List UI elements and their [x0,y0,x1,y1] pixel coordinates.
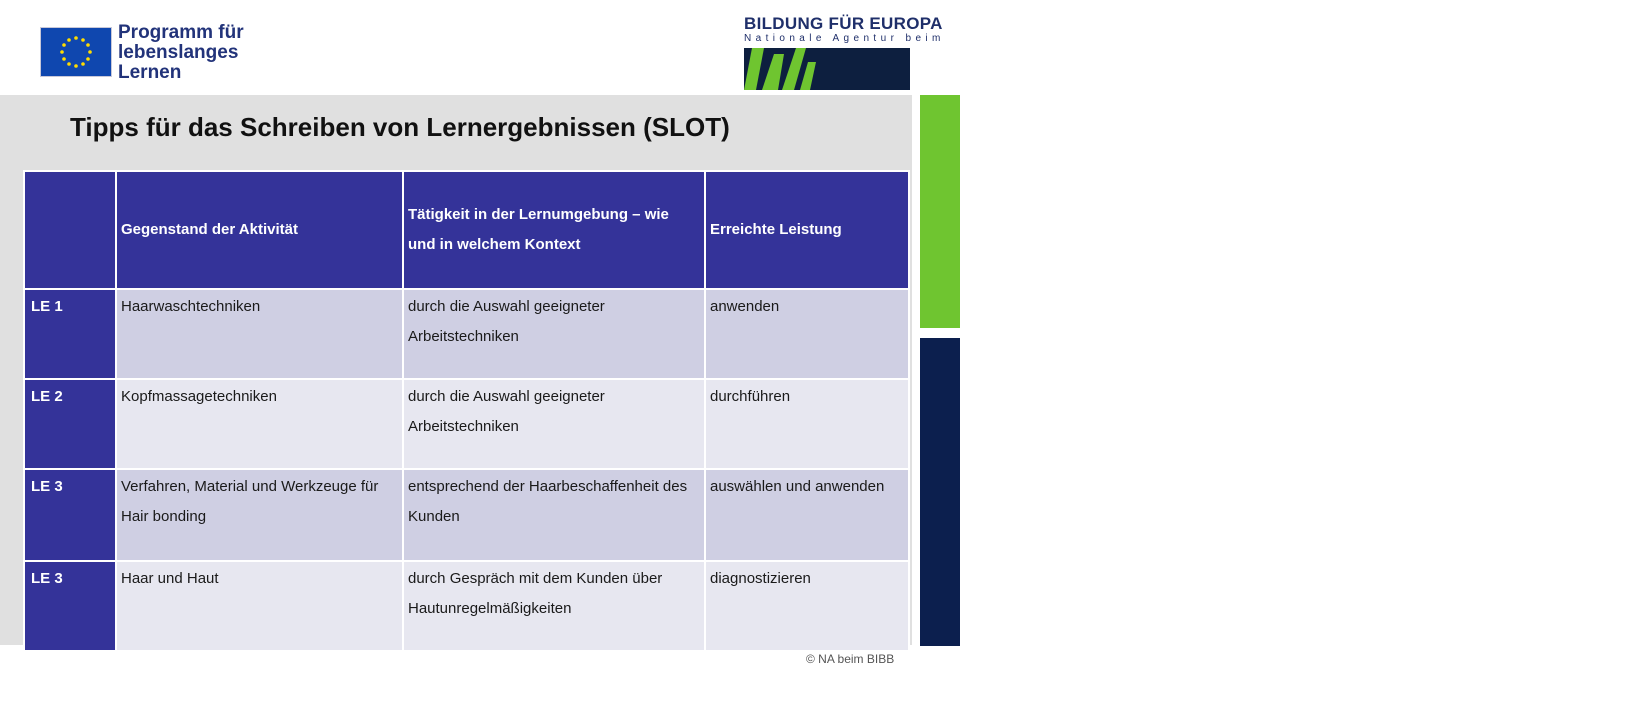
table-header-row [24,171,909,289]
copyright-notice: © NA beim BIBB [806,652,895,666]
cell-gegenstand: Haarwaschtechniken [116,289,403,379]
cell-leistung: anwenden [705,289,909,379]
accent-bar-green [920,95,960,328]
cell-taetigkeit: durch die Auswahl geeigneter Arbeitstechniken [403,379,705,469]
header-leistung: Erreichte Leistung [705,171,909,289]
na-logo-icon [744,48,910,90]
slot-table [23,170,910,652]
header-taetigkeit: Tätigkeit in der Lernumgebung – wie und in welchem Kontext [403,171,705,289]
bfe-subtitle: Nationale Agentur beim [744,33,945,44]
cell-gegenstand: Kopfmassagetechniken [116,379,403,469]
bfe-title: BILDUNG FÜR EUROPA [744,14,943,33]
cell-taetigkeit: durch die Auswahl geeigneter Arbeitstechniken [403,289,705,379]
eu-stars-icon [41,28,111,76]
table-row [24,469,909,561]
row-id: LE 1 [24,289,116,379]
na-bibb-logo [744,48,1643,90]
page-title: Tipps für das Schreiben von Lernergebnissen (SLOT) [70,112,730,142]
eu-program-line-3: Lernen [118,62,182,83]
header-gegenstand: Gegenstand der Aktivität [116,171,403,289]
accent-bar-navy [920,338,960,646]
eu-program-line-2: lebenslanges [118,42,239,63]
table-row [24,289,909,379]
row-id: LE 3 [24,561,116,651]
eu-program-name [118,23,268,83]
cell-leistung: diagnostizieren [705,561,909,651]
row-id: LE 3 [24,469,116,561]
bibb-small-text [1562,59,1606,83]
eu-program-line-1: Programm für [118,22,244,43]
cell-leistung: auswählen und anwenden [705,469,909,561]
table-row [24,379,909,469]
bibb-small-line-1: Bundesinstitut [1562,59,1606,66]
cell-taetigkeit: durch Gespräch mit dem Kunden über Hautunregelmäßigkeiten [403,561,705,651]
cell-taetigkeit: entsprechend der Haarbeschaffenheit des Kunden [403,469,705,561]
cell-leistung: durchführen [705,379,909,469]
row-id: LE 2 [24,379,116,469]
cell-gegenstand: Haar und Haut [116,561,403,651]
header-empty [24,171,116,289]
bibb-wordmark: BiBB [1611,63,1643,78]
cell-gegenstand: Verfahren, Material und Werkzeuge für Hair bonding [116,469,403,561]
eu-flag-logo [40,27,112,77]
table-row [24,561,909,651]
bibb-small-line-2: für Berufsbildung [1562,67,1605,82]
